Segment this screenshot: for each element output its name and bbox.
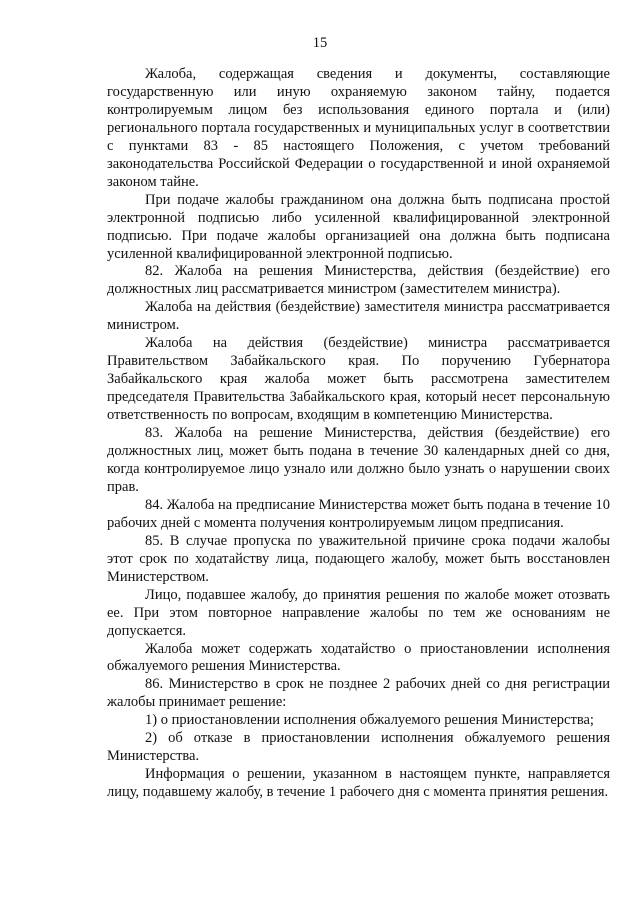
paragraph-deputy-minister-complaint: Жалоба на действия (бездействие) заместителя министра рассматривается министром.: [107, 299, 610, 334]
paragraph-decision-notice: Информация о решении, указанном в настоящем пункте, направляется лицу, подавшему жалобу, в течение 1 рабочего дня с момента принятия решения.: [107, 766, 610, 801]
list-item-1: 1) о приостановлении исполнения обжалуемого решения Министерства;: [145, 712, 594, 729]
page-number: 15: [312, 35, 328, 51]
paragraph-item-83: 83. Жалоба на решение Министерства, действия (бездействие) его должностных лиц, может быть подана в течение 30 календарных дней со дня, когда контролируемое лицо узнало или должно было узнать о нарушении своих прав.: [107, 425, 610, 495]
paragraph-minister-complaint: Жалоба на действия (бездействие) министра рассматривается Правительством Забайкальского края. По поручению Губернатора Забайкальского края жалоба может быть рассмотрена заместителем председателя Правительства Забайкальского края, который несет персональную ответственность по вопросам, входящим в компетенцию Министерства.: [107, 335, 610, 424]
list-item-2: 2) об отказе в приостановлении исполнения обжалуемого решения Министерства.: [107, 730, 610, 765]
paragraph-electronic-signature: При подаче жалобы гражданином она должна быть подписана простой электронной подписью либо усиленной квалифицированной электронной подписью. При подаче жалобы организацией она должна быть подписана усиленной квалифицированной электронной подписью.: [107, 191, 610, 262]
paragraph-item-82: 82. Жалоба на решения Министерства, действия (бездействие) его должностных лиц рассматривается министром (заместителем министра).: [107, 263, 610, 298]
paragraph-item-84: 84. Жалоба на предписание Министерства может быть подана в течение 10 рабочих дней с момента получения контролируемым лицом предписания.: [107, 496, 610, 531]
document-body: [107, 66, 610, 802]
paragraph-withdrawal: Лицо, подавшее жалобу, до принятия решения по жалобе может отозвать ее. При этом повторное направление жалобы по тем же основаниям не допускается.: [107, 586, 610, 639]
paragraph-item-85: 85. В случае пропуска по уважительной причине срока подачи жалобы этот срок по ходатайству лица, подающего жалобу, может быть восстановлен Министерством.: [107, 532, 610, 585]
paragraph-secret-complaint: Жалоба, содержащая сведения и документы, составляющие государственную или иную охраняемую законом тайну, подается контролируемым лицом без использования единого портала и (или) регионального портала государственных и муниципальных услуг в соответствии с пунктами 83 - 85 настоящего Положения, с учетом требований законодательства Российской Федерации о государственной и иной охраняемой законом тайне.: [107, 66, 610, 190]
paragraph-suspension-request: Жалоба может содержать ходатайство о приостановлении исполнения обжалуемого решения Министерства.: [107, 640, 610, 675]
paragraph-item-86: 86. Министерство в срок не позднее 2 рабочих дней со дня регистрации жалобы принимает решение:: [107, 676, 610, 711]
